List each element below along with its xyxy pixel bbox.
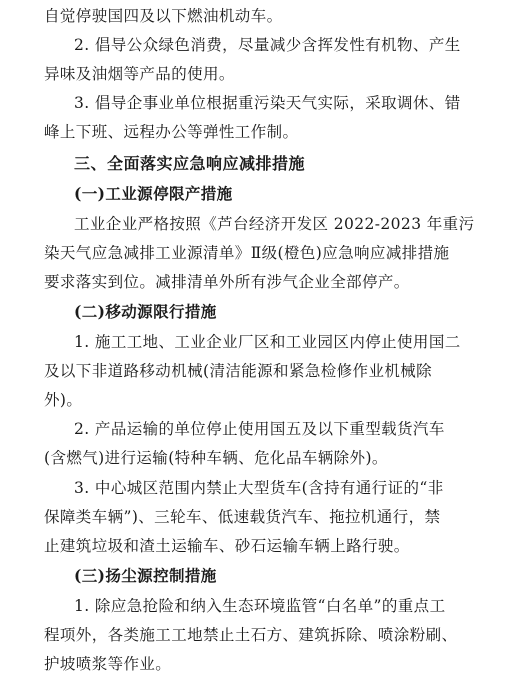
paragraph-line: 外)。 [44, 391, 83, 410]
list-item-line: 3. 倡导企事业单位根据重污染天气实际，采取调休、错 [74, 94, 461, 113]
paragraph-line: 保障类车辆”)、三轮车、低速载货汽车、拖拉机通行，禁 [44, 507, 441, 526]
paragraph-line: 峰上下班、远程办公等弹性工作制。 [44, 123, 299, 142]
paragraph-line: 止建筑垃圾和渣土运输车、砂石运输车辆上路行驶。 [44, 536, 410, 555]
paragraph-line: 染天气应急减排工业源清单》Ⅱ级(橙色)应急响应减排措施 [44, 244, 450, 263]
paragraph-line: 要求落实到位。减排清单外所有涉气企业全部停产。 [44, 273, 410, 292]
paragraph-line: 自觉停驶国四及以下燃油机动车。 [44, 6, 283, 25]
subsection-heading: (三)扬尘源控制措施 [74, 565, 217, 585]
paragraph-line: 异味及油烟等产品的使用。 [44, 65, 235, 84]
list-item-line: 3. 中心城区范围内禁止大型货车(含持有通行证的“非 [74, 478, 444, 497]
subsection-heading: (二)移动源限行措施 [74, 302, 217, 322]
list-item-line: 2. 产品运输的单位停止使用国五及以下重型载货汽车 [74, 420, 445, 439]
section-heading: 三、全面落实应急响应减排措施 [74, 154, 306, 174]
paragraph-line: 护坡喷浆等作业。 [44, 654, 172, 673]
paragraph-line: 及以下非道路移动机械(清洁能源和紧急检修作业机械除 [44, 362, 433, 381]
paragraph-line: 程项外，各类施工工地禁止土石方、建筑拆除、喷涂粉刷、 [44, 625, 458, 644]
subsection-heading: (一)工业源停限产措施 [74, 184, 233, 204]
list-item-line: 1. 施工工地、工业企业厂区和工业园区内停止使用国二 [74, 333, 461, 352]
list-item-line: 1. 除应急抢险和纳入生态环境监管“白名单”的重点工 [74, 596, 446, 615]
list-item-line: 2. 倡导公众绿色消费，尽量减少含挥发性有机物、产生 [74, 35, 461, 54]
paragraph-line: (含燃气)进行运输(特种车辆、危化品车辆除外)。 [44, 449, 388, 468]
paragraph-line: 工业企业严格按照《芦台经济开发区 2022-2023 年重污 [74, 215, 475, 234]
